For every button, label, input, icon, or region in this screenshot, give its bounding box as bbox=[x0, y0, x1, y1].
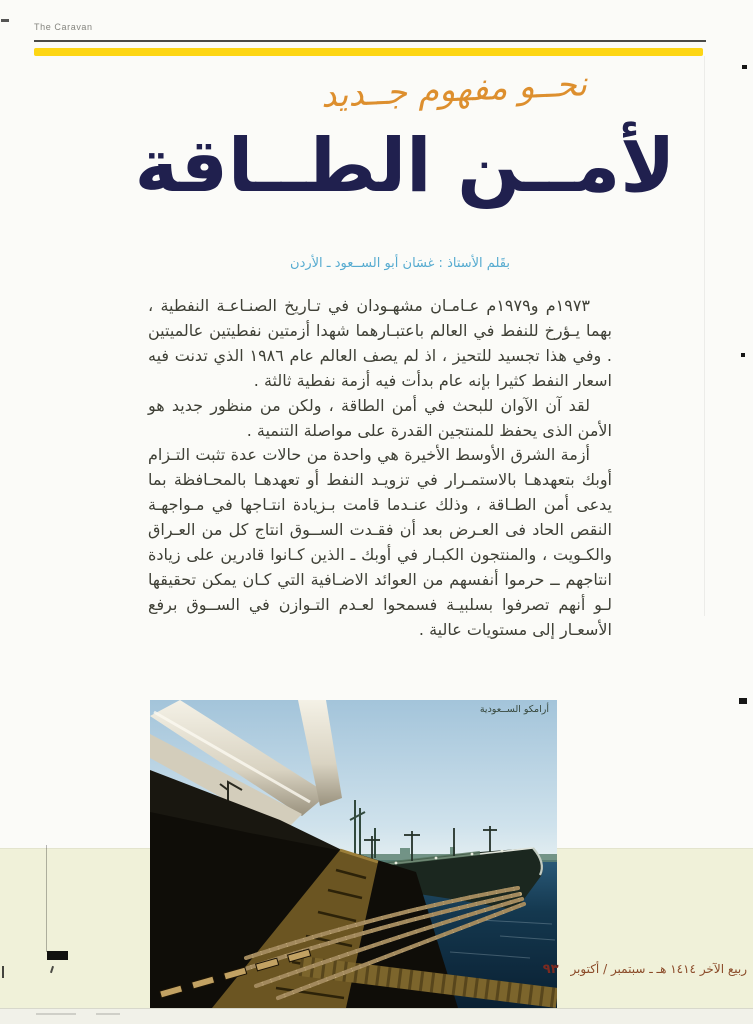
footer-date: ربيع الآخر ١٤١٤ هـ ـ سبتمبر / أكتوبر bbox=[570, 962, 747, 976]
tanker-photo bbox=[150, 700, 557, 1008]
registration-mark-1 bbox=[742, 65, 747, 69]
fold-mark-block bbox=[47, 951, 68, 960]
registration-mark-3 bbox=[739, 698, 747, 704]
paragraph-2: لقد آن الآوان للبحث في أمن الطاقة ، ولكن من منظور جديد هو الأمن الذى يحفظ للمنتجين القدرة على مواصلة التنمية . bbox=[148, 395, 612, 440]
yellow-accent-bar bbox=[34, 48, 703, 56]
scan-dash bbox=[36, 1013, 76, 1015]
paragraph-1: ١٩٧٣م و١٩٧٩م عـامـان مشهـودان في تـاريخ الصنـاعـة النفطية ، بهما يـؤرخ للنفط في العالم باعتبـارهما شهدا أزمتين نفطيتين عالميتين . وفي هذا تجسيد للتحيز ، اذ لم يصف العالم عام ١٩٨٦ الذي تدنت فيه اسعار النفط كثيرا بإنه عام بدأت فيه أزمة نفطية ثالثة . bbox=[148, 296, 612, 390]
article-title: لأمــن الطــاقة bbox=[134, 123, 676, 209]
page-fold-edge bbox=[704, 56, 705, 616]
body-column bbox=[148, 294, 612, 643]
kicker-calligraphy: نحــو مفهوم جــديد bbox=[320, 64, 588, 116]
masthead-label: The Caravan bbox=[34, 22, 93, 32]
scan-bottom-strip bbox=[0, 1008, 753, 1024]
registration-mark-2 bbox=[741, 353, 745, 357]
tanker-photo-art bbox=[150, 700, 557, 1008]
page-number: ٩٣ bbox=[542, 962, 559, 977]
photo-caption: أرامكو الســعودية bbox=[479, 704, 549, 715]
scan-mark-top-left bbox=[1, 19, 9, 22]
paragraph-3: أزمة الشرق الأوسط الأخيرة هي واحدة من حالات عدة تثبت التـزام أوبك بتعهدهـا بالاستمـرار في تزويـد النفط أو تعهدهـا بالمحـافظة بما يدعى أمن الطـاقة ، وذلك عنـدما قامت بـزيادة انتـاجها في مـواجهـة النقص الحاد فى العـرض بعد أن فقـدت الســوق انتاج كل من العـراق والكـويت ، والمنتجون الكبـار في أوبك ـ الذين كـانوا قادرين على زيادة انتاجهم ــ حرموا أنفسهم من العوائد الاضـافية التي كـان يمكن تحقيقها لـو أنهم تصرفوا بسلبيـة فسمحوا لعـدم التـوازن في الســوق برفع الأسعـار إلى مستويات عالية . bbox=[148, 445, 612, 639]
scan-dash bbox=[96, 1013, 120, 1015]
byline: بقَلم الأستاذ : غسَان أبو الســعود ـ الأردن bbox=[290, 256, 510, 271]
left-edge-tick bbox=[2, 966, 4, 978]
header-rule bbox=[34, 40, 706, 42]
footer bbox=[543, 962, 747, 977]
fold-line bbox=[46, 845, 47, 952]
